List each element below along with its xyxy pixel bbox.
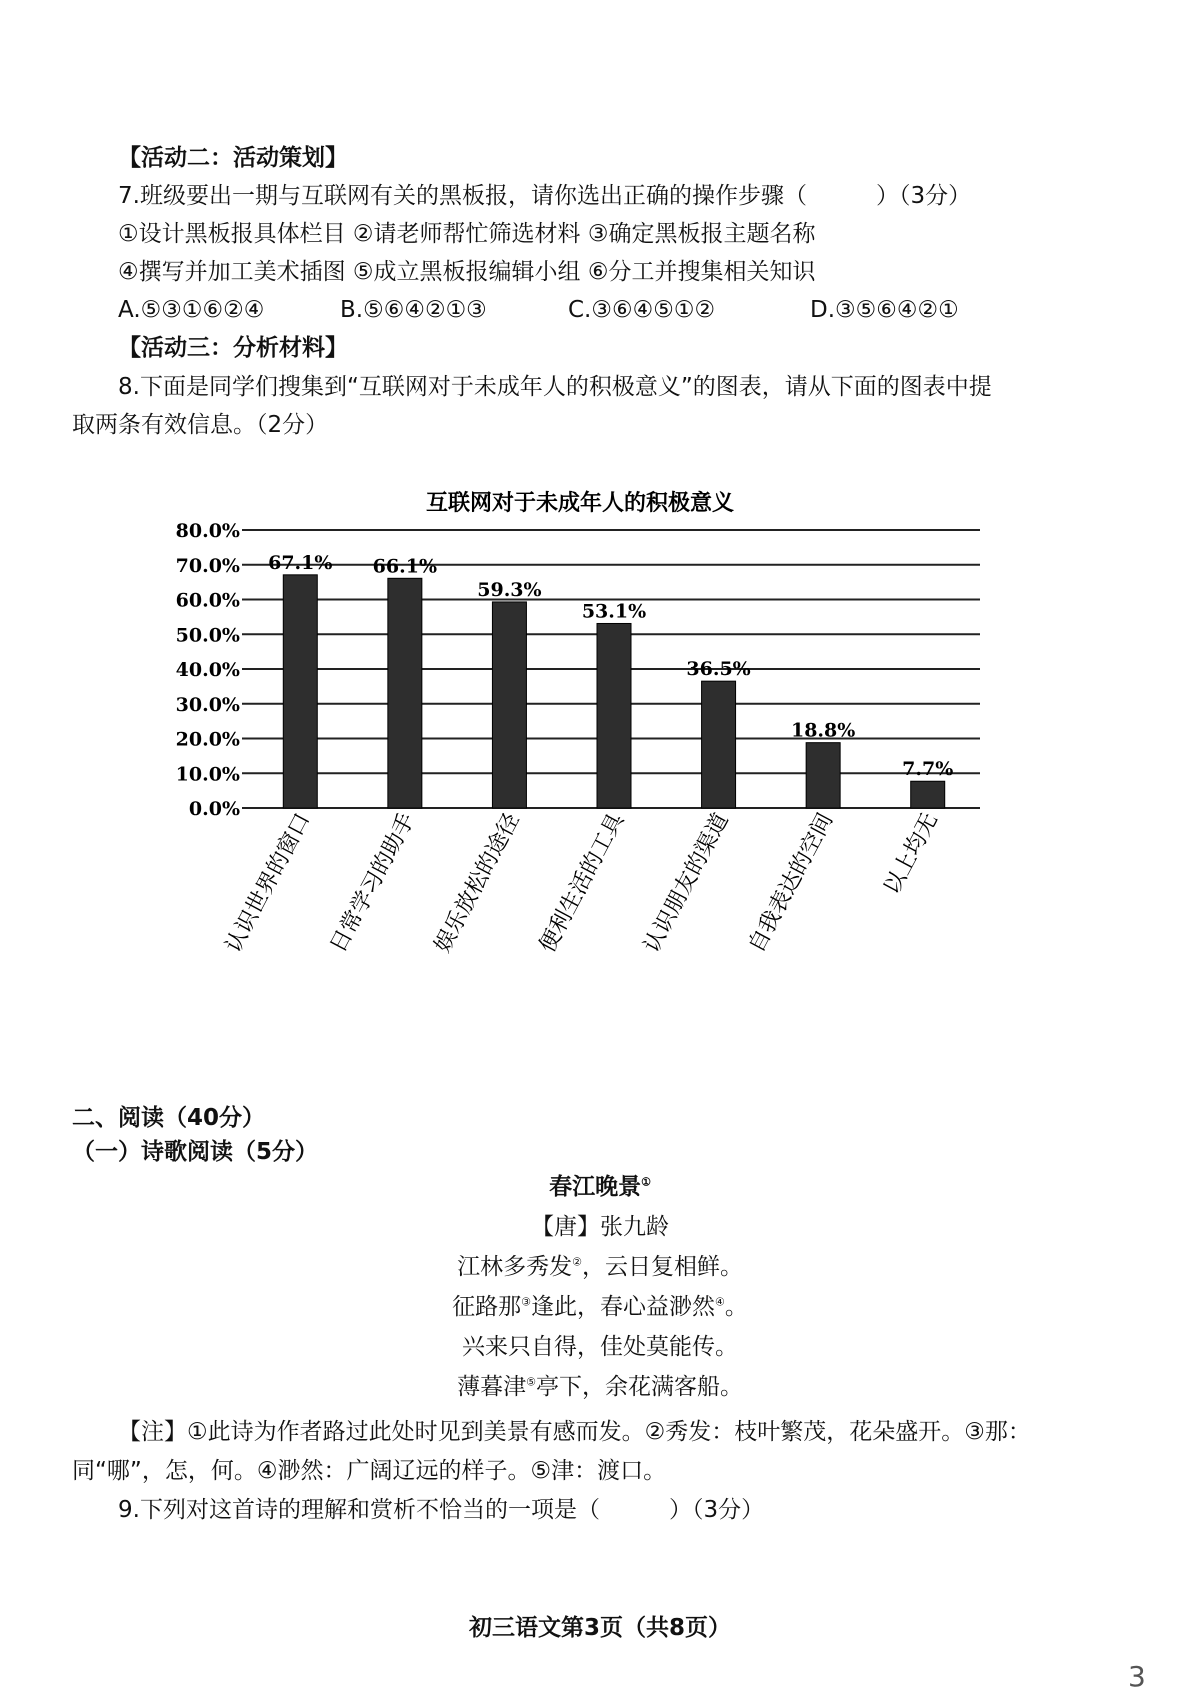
- question-7-option-a: A.⑤③①⑥②④: [118, 297, 265, 323]
- bar: [806, 743, 840, 808]
- bar: [283, 575, 317, 808]
- x-category-label: 娱乐放松的途径: [430, 809, 525, 957]
- bar-value-label: 59.3%: [477, 578, 542, 601]
- bar: [492, 602, 526, 808]
- x-category-label: 认识世界的窗口: [221, 809, 316, 957]
- question-8-stem-line1: 8.下面是同学们搜集到“互联网对于未成年人的积极意义”的图表，请从下面的图表中提: [118, 374, 992, 400]
- poem-notes-line1: 【注】①此诗为作者路过此处时见到美景有感而发。②秀发：枝叶繁茂，花朵盛开。③那：: [118, 1419, 1031, 1445]
- page-corner-number: 3: [1128, 1660, 1146, 1693]
- poem-line: 江林多秀发②，云日复相鲜。: [457, 1254, 743, 1280]
- reading-section-heading: 二、阅读（40分）: [72, 1105, 266, 1131]
- bar-value-label: 36.5%: [686, 658, 751, 681]
- question-9-stem: 9.下列对这首诗的理解和赏析不恰当的一项是（ ）（3分）: [118, 1497, 765, 1523]
- x-category-label: 便利生活的工具: [534, 809, 630, 957]
- bar-chart: [150, 478, 1010, 958]
- question-7-option-c: C.③⑥④⑤①②: [568, 297, 716, 323]
- y-tick-label: 10.0%: [175, 763, 240, 786]
- x-category-label: 认识朋友的渠道: [639, 809, 734, 957]
- x-category-label: 日常学习的助手: [325, 809, 421, 957]
- bar-value-label: 53.1%: [581, 600, 647, 623]
- y-tick-label: 70.0%: [175, 554, 240, 577]
- question-7-stem: 7.班级要出一期与互联网有关的黑板报，请你选出正确的操作步骤（ ）（3分）: [118, 183, 972, 209]
- poetry-subsection-heading: （一）诗歌阅读（5分）: [72, 1139, 319, 1165]
- y-tick-label: 50.0%: [175, 624, 240, 647]
- poem-line: 薄暮津⑤亭下，余花满客船。: [457, 1374, 743, 1400]
- y-tick-label: 0.0%: [188, 798, 240, 820]
- question-8-stem-line2: 取两条有效信息。（2分）: [72, 412, 329, 438]
- y-tick-label: 20.0%: [175, 728, 240, 751]
- bar: [597, 623, 631, 808]
- y-tick-label: 80.0%: [175, 520, 240, 542]
- page-footer: 初三语文第3页（共8页）: [468, 1615, 731, 1641]
- question-7-items-line2: ④撰写并加工美术插图 ⑤成立黑板报编辑小组 ⑥分工并搜集相关知识: [118, 259, 816, 285]
- y-tick-label: 60.0%: [175, 589, 240, 612]
- x-category-label: 以上均无: [879, 809, 944, 899]
- activity3-heading: 【活动三：分析材料】: [118, 335, 348, 361]
- poem-line: 兴来只自得，佳处莫能传。: [462, 1334, 738, 1360]
- bar-value-label: 67.1%: [268, 551, 333, 574]
- poem-author: 【唐】张九龄: [531, 1214, 669, 1240]
- poem-notes-line2: 同“哪”，怎，何。④渺然：广阔辽远的样子。⑤津：渡口。: [72, 1458, 667, 1484]
- bar-value-label: 7.7%: [902, 758, 954, 781]
- poem-line: 征路那③逢此，春心益渺然④。: [452, 1294, 748, 1320]
- question-7-option-d: D.③⑤⑥④②①: [810, 297, 959, 323]
- poem-title: 春江晚景①: [549, 1173, 651, 1200]
- question-7-option-b: B.⑤⑥④②①③: [340, 297, 487, 323]
- bar: [702, 681, 736, 808]
- y-tick-label: 30.0%: [175, 693, 240, 716]
- bar: [388, 578, 422, 808]
- y-tick-label: 40.0%: [175, 659, 240, 681]
- bar-value-label: 66.1%: [372, 555, 438, 578]
- bar-value-label: 18.8%: [790, 719, 856, 742]
- x-category-label: 自我表达的空间: [744, 809, 839, 957]
- bar: [911, 781, 945, 808]
- question-7-items-line1: ①设计黑板报具体栏目 ②请老师帮忙筛选材料 ③确定黑板报主题名称: [118, 221, 816, 247]
- activity2-heading: 【活动二：活动策划】: [118, 145, 348, 171]
- chart-title: 互联网对于未成年人的积极意义: [425, 490, 735, 516]
